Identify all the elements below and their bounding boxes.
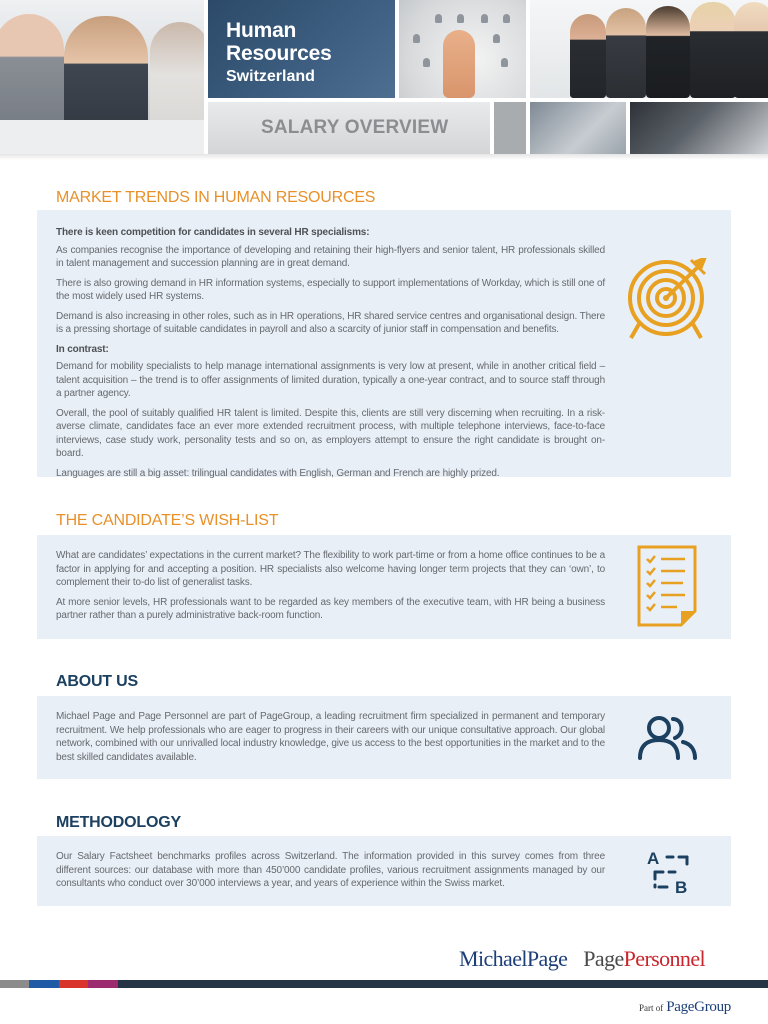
footer-color-strip xyxy=(59,980,88,988)
wishlist-box xyxy=(37,535,731,639)
a-letter: A xyxy=(647,849,660,868)
people-icon xyxy=(637,714,699,762)
footer-color-strip xyxy=(29,980,59,988)
team-photo xyxy=(530,0,768,98)
laptop-photo xyxy=(630,102,768,154)
title-line-1: Human xyxy=(226,19,297,42)
market-trends-box xyxy=(37,210,731,477)
title-line-3: Switzerland xyxy=(226,68,315,85)
market-paragraph: There is also growing demand in HR information systems, especially to support implementations of Workday, which is still one of the most widely used HR systems. xyxy=(56,277,605,302)
wishlist-paragraph: What are candidates’ expectations in the current market? The flexibility to work part-time or from a home office continues to be a factor in applying for and accepting a position. HR specialists also welcome having longer term projects that they can ‘own’, to complement their to-do list of generalist tasks. xyxy=(56,550,605,588)
meeting-photo xyxy=(0,0,204,154)
methodology-paragraph: Our Salary Factsheet benchmarks profiles across Switzerland. The information provided in this survey comes from three different sources: our database with more than 450’000 candidate profiles, various recruitment assignments managed by our consultants who conduct over 30’000 interviews a year, and years of experience within the Swiss market. xyxy=(56,851,605,889)
market-lead: There is keen competition for candidates in several HR specialisms: xyxy=(56,227,370,238)
title-line-2: Resources xyxy=(226,42,332,65)
market-trends-heading: MARKET TRENDS IN HUMAN RESOURCES xyxy=(56,189,376,206)
michael-page-logo-part1: Michael xyxy=(459,946,527,971)
about-box xyxy=(37,696,731,779)
grey-accent-block xyxy=(494,102,526,154)
contrast-label: In contrast: xyxy=(56,343,109,355)
methodology-heading: METHODOLOGY xyxy=(56,814,181,831)
salary-overview-banner xyxy=(208,102,490,154)
market-paragraph: Languages are still a big asset: trilingual candidates with English, German and French are highly prized. xyxy=(56,467,500,479)
part-of-pagegroup xyxy=(639,998,731,1016)
header-divider xyxy=(0,154,768,160)
market-paragraph: Overall, the pool of suitably qualified HR talent is limited. Despite this, clients are still very discerning when recruiting. In a risk-averse climate, candidates face an ever more extended recruitment process, with multiple telephone interviews, face-to-face interviews, case study work, personality tests and so on, as employers attempt to ensure the right candidate is brought on-board. xyxy=(56,407,605,459)
checklist-icon xyxy=(637,545,699,627)
market-paragraph: Demand for mobility specialists to help manage international assignments is very low at present, while in another critical field – talent acquisition – the trend is to offer assignments of limited duration, typically a one-year contract, and to source staff through a partner agency. xyxy=(56,361,605,399)
about-heading: ABOUT US xyxy=(56,673,138,690)
banner-label: SALARY OVERVIEW xyxy=(261,117,449,138)
header-banner xyxy=(0,0,768,158)
footer-color-strip xyxy=(118,980,768,988)
wishlist-paragraph: At more senior levels, HR professionals want to be regarded as key members of the executive team, with HR being a business partner rather than a purely administrative back-room function. xyxy=(56,596,605,621)
market-paragraph: As companies recognise the importance of developing and retaining their high-flyers and senior talent, HR professionals skilled in talent management and succession planning are in great demand. xyxy=(56,244,605,269)
page-personnel-logo-part2: Personnel xyxy=(623,946,706,971)
brand-logos xyxy=(459,946,739,970)
target-icon xyxy=(625,258,711,340)
b-letter: B xyxy=(675,878,688,895)
wishlist-heading: THE CANDIDATE’S WISH-LIST xyxy=(56,512,279,529)
michael-page-logo-part2: Page xyxy=(526,946,568,971)
title-block xyxy=(208,0,395,98)
page-personnel-logo-part1: Page xyxy=(583,946,624,971)
about-paragraph: Michael Page and Page Personnel are part of PageGroup, a leading recruitment firm specialized in permanent and temporary recruitment. We help professionals who are eager to progress in their careers with our unique consultative approach. Our global network, combined with our unrivalled local industry knowledge, give us access to the best opportunities in the market and to the best skilled candidates available. xyxy=(56,711,605,763)
footer-color-strip xyxy=(0,980,29,988)
pagegroup-logo: PageGroup xyxy=(666,999,731,1015)
methodology-box xyxy=(37,836,731,906)
market-paragraph: Demand is also increasing in other roles, such as in HR operations, HR shared service centres and organisational design. There is a pressing shortage of suitable candidates in payroll and also a scarcity of junior staff in compensation and benefits. xyxy=(56,310,605,335)
keyboard-photo xyxy=(530,102,626,154)
part-of-label: Part of xyxy=(638,1003,664,1013)
touchscreen-photo xyxy=(399,0,526,98)
a-to-b-icon xyxy=(645,847,697,895)
footer-color-strip xyxy=(88,980,118,988)
